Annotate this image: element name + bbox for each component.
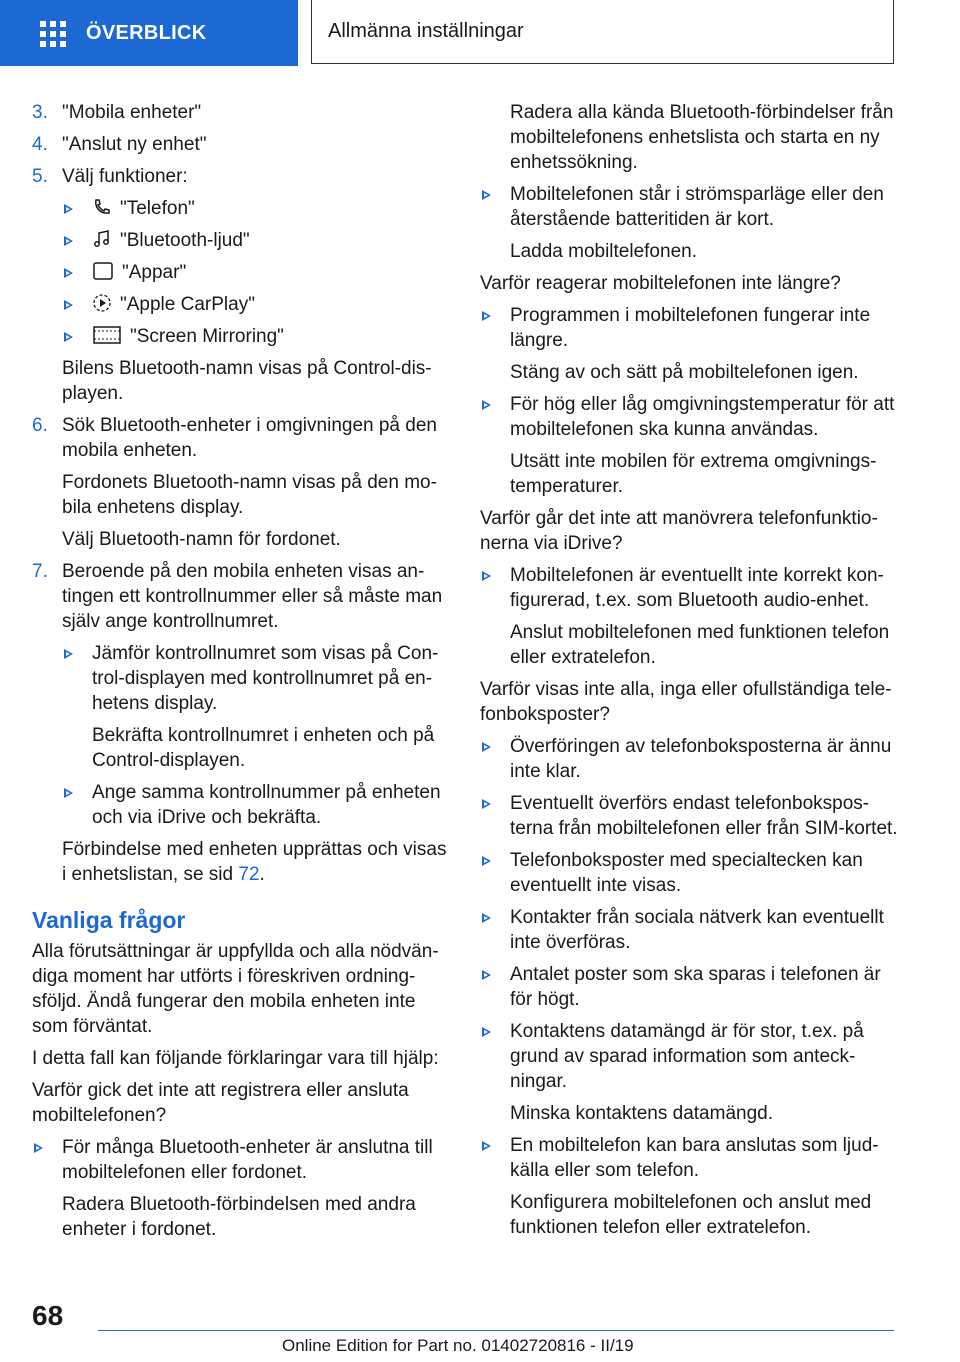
step-text: "Anslut ny enhet" [62, 134, 207, 155]
bullet-triangle-icon [64, 788, 73, 798]
bullet-triangle-icon [64, 236, 73, 246]
function-item-appar [62, 260, 452, 285]
question-1: Varför gick det inte att registrera eller ansluta mobiltelefonen? [32, 1080, 409, 1126]
overview-label: ÖVERBLICK [86, 21, 207, 44]
question-2-bullet-1 [480, 303, 900, 385]
bullet-paragraph: Anslut mobiltelefonen med funktionen telefon eller extratelefon. [510, 622, 890, 668]
step-7-bullet-2 [62, 780, 452, 830]
section-title: Allmänna inställningar [328, 20, 524, 42]
overview-button[interactable] [0, 0, 298, 66]
function-item-carplay [62, 292, 452, 317]
bullet-paragraph: Minska kontaktens datamängd. [510, 1103, 773, 1124]
bullet-text: Antalet poster som ska sparas i telefonen är för högt. [510, 964, 881, 1010]
screen-mirroring-icon [92, 325, 122, 345]
function-label: "Apple CarPlay" [120, 294, 255, 315]
bullet-text: Kontakter från sociala nätverk kan eventuellt inte överföras. [510, 907, 884, 953]
step-6 [32, 413, 452, 552]
bullet-triangle-icon [482, 311, 491, 321]
step-6-paragraph-2: Välj Bluetooth-namn för fordonet. [62, 529, 341, 550]
step-6-paragraph-1: Fordonets Bluetooth-namn visas på den mobila enhetens display. [62, 472, 437, 518]
bullet-triangle-icon [482, 913, 491, 923]
bullet-text: En mobiltelefon kan bara anslutas som ljudkälla eller som telefon. [510, 1135, 879, 1181]
step-7-note [62, 837, 452, 887]
note-end: . [259, 864, 265, 885]
bullet-triangle-icon [64, 332, 73, 342]
left-column [32, 100, 452, 1249]
question-4-bullet-7 [480, 1133, 900, 1240]
footer-edition: Online Edition for Part no. 01402720816 - II/19 [282, 1336, 634, 1355]
step-number: 3. [32, 102, 48, 123]
function-label: "Bluetooth-ljud" [120, 230, 250, 251]
top-bar [0, 0, 960, 66]
bullet-triangle-icon [482, 1027, 491, 1037]
question-4-bullet-3 [480, 848, 900, 898]
bullet-triangle-icon [482, 970, 491, 980]
section-title-tab[interactable] [311, 0, 894, 64]
faq-help: I detta fall kan följande förklaringar vara till hjälp: [32, 1048, 439, 1069]
bullet-triangle-icon [482, 799, 491, 809]
step-text: "Mobila enheter" [62, 102, 202, 123]
step-number: 7. [32, 561, 48, 582]
step-5-note: Bilens Bluetooth-namn visas på Control-displayen. [62, 358, 432, 404]
function-item-screen-mirroring [62, 324, 452, 349]
bullet-paragraph: Radera Bluetooth-förbindelsen med andra enheter i fordonet. [62, 1194, 416, 1240]
music-note-icon [92, 229, 112, 249]
question-1-bullet-1 [32, 1135, 452, 1242]
note-text: Förbindelse med enheten upprättas och visas i enhetslistan, se sid [62, 839, 447, 885]
step-text: Sök Bluetooth-enheter i omgivningen på den mobila enheten. [62, 415, 437, 461]
step-number: 4. [32, 134, 48, 155]
right-column [480, 100, 900, 1247]
step-text: Välj funktioner: [62, 166, 188, 187]
bullet-paragraph: Ladda mobiltelefonen. [510, 241, 697, 262]
question-4-bullet-4 [480, 905, 900, 955]
footer-divider [98, 1330, 894, 1331]
page-reference-link[interactable]: 72 [238, 864, 260, 885]
function-item-bluetooth-audio [62, 228, 452, 253]
bullet-text: För hög eller låg omgivningstemperatur för att mobiltelefonen ska kunna användas. [510, 394, 895, 440]
bullet-paragraph: Bekräfta kontrollnumret i enheten och på Control-displayen. [92, 725, 435, 771]
step-7-bullet-1 [62, 641, 452, 773]
carplay-play-icon [92, 293, 112, 313]
bullet-triangle-icon [482, 1141, 491, 1151]
function-label: "Telefon" [120, 198, 195, 219]
page-number: 68 [32, 1300, 64, 1331]
question-1-bullet-2 [480, 182, 900, 264]
question-2-bullet-2 [480, 392, 900, 499]
step-number: 5. [32, 166, 48, 187]
phone-icon [92, 197, 112, 217]
bullet-text: Eventuellt överförs endast telefonboksposterna från mobiltelefonen eller från SIM-kortet. [510, 793, 898, 839]
function-label: "Appar" [122, 262, 187, 283]
function-label: "Screen Mirroring" [130, 326, 284, 347]
grid-icon [40, 21, 66, 45]
question-4-bullet-2 [480, 791, 900, 841]
bullet-triangle-icon [482, 190, 491, 200]
bullet-text: Mobiltelefonen är eventuellt inte korrekt konfigurerad, t.ex. som Bluetooth audio-enhet. [510, 565, 884, 611]
bullet-text: Jämför kontrollnumret som visas på Control-displayen med kontrollnumret på enhetens display. [92, 643, 439, 714]
bullet-triangle-icon [482, 571, 491, 581]
question-4-bullet-6 [480, 1019, 900, 1126]
question-2: Varför reagerar mobiltelefonen inte längre? [480, 273, 841, 294]
bullet-text: Programmen i mobiltelefonen fungerar inte längre. [510, 305, 871, 351]
bullet-triangle-icon [482, 856, 491, 866]
step-5 [32, 164, 452, 406]
apps-square-icon [92, 261, 114, 281]
question-4: Varför visas inte alla, inga eller ofullständiga telefonboksposter? [480, 679, 892, 725]
bullet-text: Mobiltelefonen står i strömsparläge eller den återstående batteritiden är kort. [510, 184, 884, 230]
question-4-bullet-1 [480, 734, 900, 784]
bullet-triangle-icon [64, 268, 73, 278]
step-text: Beroende på den mobila enheten visas antingen ett kontrollnummer eller så måste man själv ange kontrollnumret. [62, 561, 443, 632]
bullet-paragraph: Stäng av och sätt på mobiltelefonen igen. [510, 362, 859, 383]
step-number: 6. [32, 415, 48, 436]
bullet-triangle-icon [64, 204, 73, 214]
bullet-triangle-icon [64, 300, 73, 310]
faq-intro: Alla förutsättningar är uppfyllda och alla nödvändiga moment har utförts i föreskriven ordningsföljd. Ändå fungerar den mobila enheten inte som förväntat. [32, 941, 439, 1037]
step-3 [32, 100, 452, 125]
bullet-text: Överföringen av telefonboksposterna är ännu inte klar. [510, 736, 892, 782]
bullet-paragraph: Utsätt inte mobilen för extrema omgivningstemperaturer. [510, 451, 877, 497]
bullet-paragraph: Radera alla kända Bluetooth-förbindelser från mobiltelefonens enhetslista och starta en ny enhetssökning. [510, 102, 894, 173]
step-7 [32, 559, 452, 887]
question-3-bullet-1 [480, 563, 900, 670]
function-item-telefon [62, 196, 452, 221]
bullet-text: För många Bluetooth-enheter är anslutna till mobiltelefonen eller fordonet. [62, 1137, 433, 1183]
faq-heading: Vanliga frågor [32, 907, 186, 933]
bullet-text: Kontaktens datamängd är för stor, t.ex. på grund av sparad information som anteckningar. [510, 1021, 864, 1092]
bullet-triangle-icon [64, 649, 73, 659]
bullet-paragraph: Konfigurera mobiltelefonen och anslut med funktionen telefon eller extratelefon. [510, 1192, 872, 1238]
question-1-bullet-1-continued [480, 100, 900, 175]
bullet-triangle-icon [482, 400, 491, 410]
bullet-triangle-icon [34, 1143, 43, 1153]
bullet-triangle-icon [482, 742, 491, 752]
question-3: Varför går det inte att manövrera telefonfunktionerna via iDrive? [480, 508, 878, 554]
question-4-bullet-5 [480, 962, 900, 1012]
bullet-text: Ange samma kontrollnummer på enheten och via iDrive och bekräfta. [92, 782, 441, 828]
bullet-text: Telefonboksposter med specialtecken kan eventuellt inte visas. [510, 850, 863, 896]
step-4 [32, 132, 452, 157]
